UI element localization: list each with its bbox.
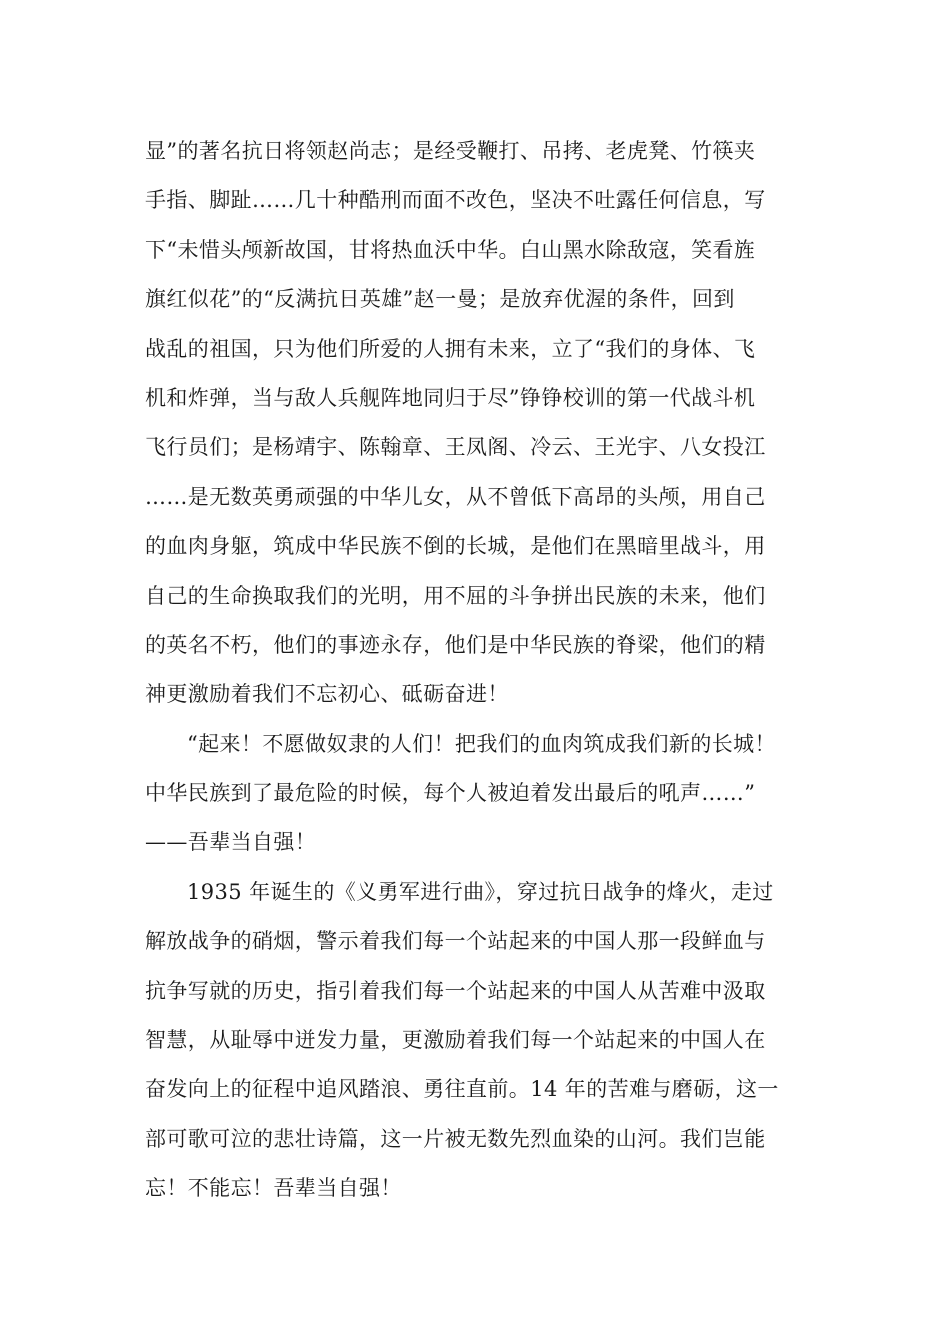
text-line: 显”的著名抗日将领赵尚志；是经受鞭打、吊拷、老虎凳、竹筷夹 <box>145 139 756 163</box>
paragraph-anthem-quote <box>145 720 815 868</box>
text-line: 机和炸弹，当与敌人兵舰阵地同归于尽”铮铮校训的第一代战斗机 <box>145 385 756 410</box>
text-line: ……是无数英勇顽强的中华儿女，从不曾低下高昂的头颅，用自己 <box>145 484 766 509</box>
text-line: 神更激励着我们不忘初心、砥砺奋进！ <box>145 682 509 707</box>
document-body <box>145 127 815 1214</box>
paragraph-march <box>145 868 815 1214</box>
text-line: 的英名不朽，他们的事迹永存，他们是中华民族的脊梁，他们的精 <box>145 632 766 657</box>
text-line: 手指、脚趾……几十种酷刑而面不改色，坚决不吐露任何信息，写 <box>145 188 766 213</box>
text-line: 旗红似花”的“反满抗日英雄”赵一曼；是放弃优渥的条件，回到 <box>145 287 735 312</box>
text-line: 解放战争的硝烟，警示着我们每一个站起来的中国人那一段鲜血与 <box>145 929 766 954</box>
text-line: 中华民族到了最危险的时候，每个人被迫着发出最后的吼声……” <box>145 781 756 806</box>
text-line: 奋发向上的征程中追风踏浪、勇往直前。14 年的苦难与磨砺，这一 <box>145 1077 779 1102</box>
text-line: 战乱的祖国，只为他们所爱的人拥有未来，立了“我们的身体、飞 <box>145 336 756 361</box>
text-line: 自己的生命换取我们的光明，用不屈的斗争拼出民族的未来，他们 <box>145 583 766 608</box>
paragraph-heroes <box>145 127 815 720</box>
text-line: 抗争写就的历史，指引着我们每一个站起来的中国人从苦难中汲取 <box>145 978 766 1003</box>
text-line: 智慧，从耻辱中迸发力量，更激励着我们每一个站起来的中国人在 <box>145 1028 766 1053</box>
text-line: 的血肉身躯，筑成中华民族不倒的长城，是他们在黑暗里战斗，用 <box>145 534 766 559</box>
text-line: 1935 年诞生的《义勇军进行曲》，穿过抗日战争的烽火，走过 <box>187 879 774 904</box>
text-line: “起来！不愿做奴隶的人们！把我们的血肉筑成我们新的长城！ <box>187 731 776 756</box>
text-line: ——吾辈当自强！ <box>145 830 317 855</box>
text-line: 飞行员们；是杨靖宇、陈翰章、王凤阁、冷云、王光宇、八女投江 <box>145 435 766 460</box>
text-line: 忘！不能忘！吾辈当自强！ <box>145 1176 402 1201</box>
text-line: 下“未惜头颅新故国，甘将热血沃中华。白山黑水除敌寇，笑看旌 <box>145 237 756 262</box>
text-line: 部可歌可泣的悲壮诗篇，这一片被无数先烈血染的山河。我们岂能 <box>145 1126 766 1151</box>
